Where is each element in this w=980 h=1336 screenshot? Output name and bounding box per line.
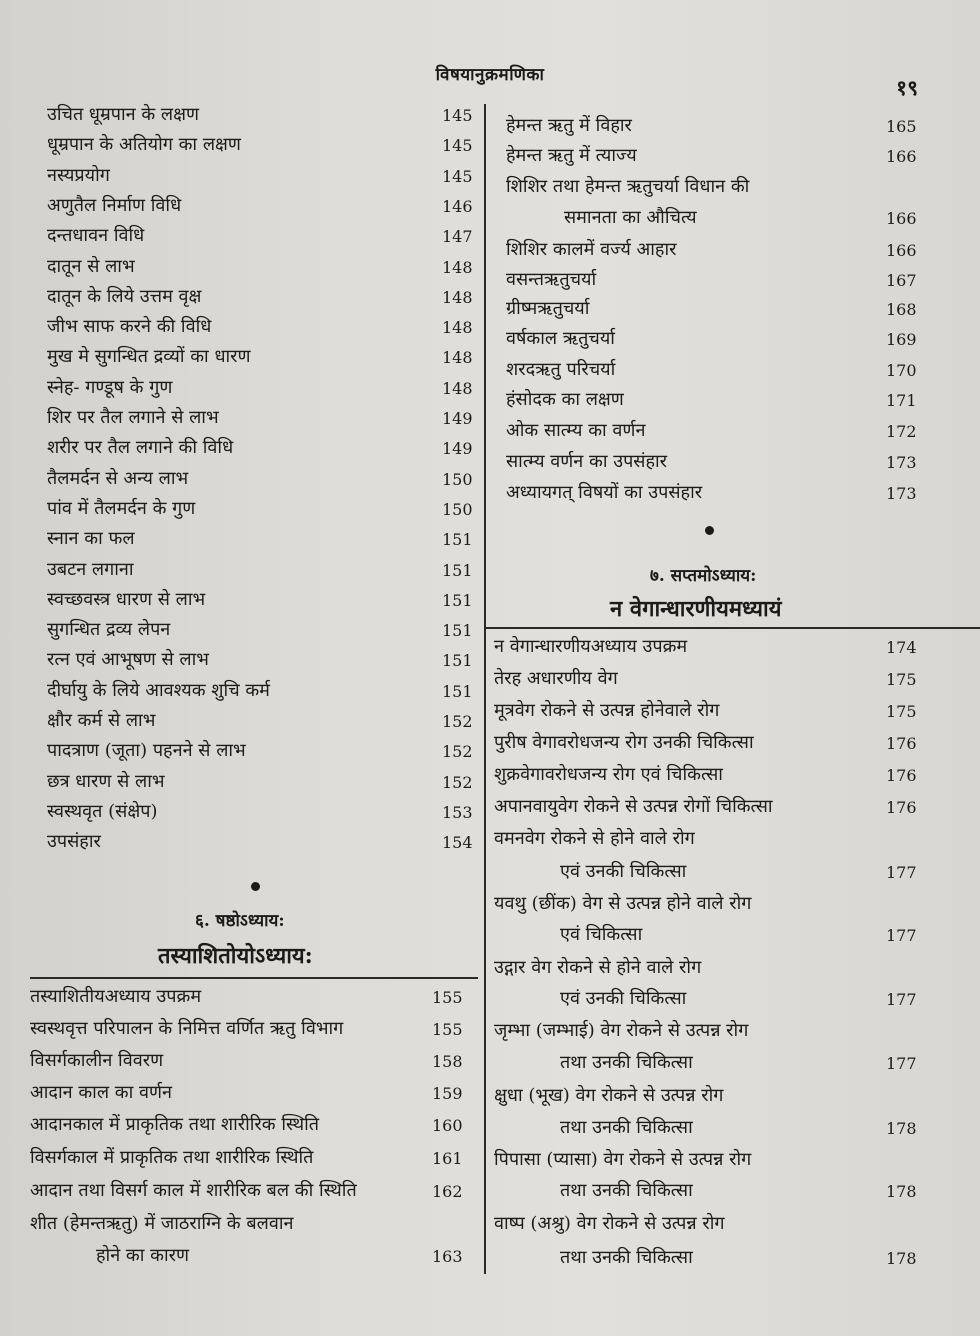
entry-title: क्षुधा (भूख) वेग रोकने से उत्पन्न रोग xyxy=(494,1085,724,1106)
entry-title: शुक्रवेगावरोधजन्य रोग एवं चिकित्सा xyxy=(494,764,723,785)
entry-title: उचित धूम्रपान के लक्षण xyxy=(47,104,200,125)
toc-entry xyxy=(0,1050,980,1080)
entry-title: शीत (हेमन्तऋतु) में जाठराग्नि के बलवान xyxy=(30,1213,294,1234)
entry-title: तस्याशितीयअध्याय उपक्रम xyxy=(30,986,202,1007)
entry-page: 151 xyxy=(442,590,473,610)
entry-title: मूत्रवेग रोकने से उत्पन्न होनेवाले रोग xyxy=(494,700,720,721)
entry-page: 175 xyxy=(886,670,917,689)
toc-entry xyxy=(0,955,980,985)
toc-entry xyxy=(0,762,980,792)
entry-page: 152 xyxy=(442,772,473,792)
page-number: १९ xyxy=(896,75,918,100)
entry-title: दातून के लिये उत्तम वृक्ष xyxy=(47,285,202,307)
entry-title: उद्गार वेग रोकने से होने वाले रोग xyxy=(494,957,702,978)
entry-title: तैलमर्दन से अन्य लाभ xyxy=(47,467,189,489)
entry-title: अणुतैल निर्माण विधि xyxy=(47,194,182,216)
toc-entry xyxy=(0,1211,980,1241)
entry-page: 173 xyxy=(886,484,917,503)
entry-title: मुख मे सुगन्धित द्रव्यों का धारण xyxy=(47,346,251,368)
entry-page: 145 xyxy=(442,136,473,156)
toc-entry xyxy=(0,557,980,587)
toc-entry xyxy=(0,826,980,856)
entry-page: 147 xyxy=(442,227,473,247)
entry-page: 146 xyxy=(442,196,473,216)
entry-title: स्नान का फल xyxy=(47,528,135,550)
toc-entry xyxy=(0,1147,980,1177)
entry-title: स्वच्छवस्त्र धारण से लाभ xyxy=(47,588,206,610)
entry-title: पादत्राण (जूता) पहनने से लाभ xyxy=(47,740,246,762)
entry-page: 176 xyxy=(886,734,917,753)
entry-title: तथा उनकी चिकित्सा xyxy=(560,1117,693,1138)
entry-title: विसर्गकालीन विवरण xyxy=(30,1050,164,1071)
entry-title: हंसोदक का लक्षण xyxy=(506,389,624,410)
entry-title: दन्तधावन विधि xyxy=(47,225,145,247)
toc-entry xyxy=(0,267,980,297)
entry-title: दातून से लाभ xyxy=(47,255,135,277)
entry-title: यवथु (छींक) वेग से उत्पन्न होने वाले रोग xyxy=(494,893,752,914)
entry-page: 177 xyxy=(886,926,917,945)
entry-page: 151 xyxy=(442,530,473,550)
entry-page: 145 xyxy=(442,106,473,125)
toc-entry xyxy=(0,1245,980,1275)
entry-page: 149 xyxy=(442,439,473,459)
chapter-number: ७. सप्तमोऽध्याय: xyxy=(650,566,757,586)
entry-page: 178 xyxy=(886,1249,917,1268)
entry-page: 151 xyxy=(442,651,473,671)
entry-page: 153 xyxy=(442,802,473,822)
entry-title: हेमन्त ऋतु में त्याज्य xyxy=(506,145,637,166)
entry-page: 175 xyxy=(886,702,917,721)
toc-entry xyxy=(0,326,980,356)
entry-title: शिशिर तथा हेमन्त ऋतुचर्या विधान की xyxy=(506,176,750,197)
toc-entry xyxy=(0,174,980,204)
entry-page: 178 xyxy=(886,1182,917,1201)
entry-title: होने का कारण xyxy=(96,1245,190,1266)
entry-title: वर्षकाल ऋतुचर्या xyxy=(506,328,615,349)
entry-title: क्षौर कर्म से लाभ xyxy=(47,710,156,731)
entry-title: शरीर पर तैल लगाने की विधि xyxy=(47,437,234,459)
entry-page: 152 xyxy=(442,712,473,731)
entry-page: 152 xyxy=(442,742,473,762)
toc-entry xyxy=(0,1018,980,1048)
toc-entry xyxy=(0,449,980,479)
entry-title: पुरीष वेगावरोधजन्य रोग उनकी चिकित्सा xyxy=(494,732,754,753)
entry-page: 177 xyxy=(886,1054,917,1073)
entry-page: 149 xyxy=(442,409,473,428)
entry-title: आदान काल का वर्णन xyxy=(30,1082,172,1103)
entry-page: 166 xyxy=(886,209,917,228)
entry-page: 151 xyxy=(442,681,473,701)
entry-page: 166 xyxy=(886,147,917,166)
entry-page: 178 xyxy=(886,1119,917,1138)
entry-title: उबटन लगाना xyxy=(47,558,134,580)
entry-page: 158 xyxy=(432,1052,463,1071)
entry-page: 174 xyxy=(886,638,917,657)
chapter-number: ६. षष्ठोऽध्याय: xyxy=(195,911,285,931)
entry-title: समानता का औचित्य xyxy=(564,207,697,228)
toc-entry xyxy=(0,730,980,760)
section-dot xyxy=(705,526,714,535)
entry-title: जीभ साफ करने की विधि xyxy=(47,316,212,338)
entry-page: 172 xyxy=(886,422,917,441)
toc-entry xyxy=(0,634,980,664)
entry-title: सात्म्य वर्णन का उपसंहार xyxy=(506,451,668,472)
entry-page: 148 xyxy=(442,257,473,277)
entry-title: स्वस्थवृत (संक्षेप) xyxy=(47,800,158,822)
entry-page: 171 xyxy=(886,391,917,410)
entry-title: आदान तथा विसर्ग काल में शारीरिक बल की स्थिति xyxy=(30,1180,357,1201)
entry-page: 160 xyxy=(432,1116,463,1135)
entry-title: वाष्प (अश्रु) वेग रोकने से उत्पन्न रोग xyxy=(494,1213,725,1234)
entry-page: 166 xyxy=(886,241,917,260)
toc-entry xyxy=(0,237,980,267)
entry-title: स्नेह- गण्डूष के गुण xyxy=(47,376,173,398)
entry-title: वमनवेग रोकने से होने वाले रोग xyxy=(494,828,695,849)
entry-page: 170 xyxy=(886,361,917,380)
toc-entry xyxy=(0,480,980,510)
entry-title: तथा उनकी चिकित्सा xyxy=(560,1247,693,1268)
toc-entry xyxy=(0,922,980,952)
entry-page: 177 xyxy=(886,990,917,1009)
running-title: विषयानुक्रमणिका xyxy=(435,65,545,85)
entry-page: 163 xyxy=(432,1247,463,1266)
entry-title: पिपासा (प्यासा) वेग रोकने से उत्पन्न रोग xyxy=(494,1149,752,1170)
entry-title: एवं चिकित्सा xyxy=(560,924,643,945)
entry-page: 148 xyxy=(442,318,473,338)
entry-page: 173 xyxy=(886,453,917,472)
chapter-title: तस्याशितोयोऽध्याय: xyxy=(158,943,313,969)
entry-title: एवं उनकी चिकित्सा xyxy=(560,988,687,1009)
entry-page: 168 xyxy=(886,300,917,319)
entry-title: शिर पर तैल लगाने से लाभ xyxy=(47,407,219,428)
toc-entry xyxy=(0,296,980,326)
entry-title: न वेगान्धारणीयअध्याय उपक्रम xyxy=(494,636,688,657)
toc-entry xyxy=(0,698,980,728)
toc-entry xyxy=(0,859,980,889)
entry-title: हेमन्त ऋतु में विहार xyxy=(506,115,632,136)
toc-entry xyxy=(0,387,980,417)
entry-title: वसन्तऋतुचर्या xyxy=(506,269,597,290)
chapter-title: न वेगान्धारणीयमध्यायं xyxy=(610,596,782,622)
entry-page: 176 xyxy=(886,766,917,785)
entry-title: धूम्रपान के अतियोग का लक्षण xyxy=(47,134,241,156)
entry-title: एवं उनकी चिकित्सा xyxy=(560,861,687,882)
entry-page: 155 xyxy=(432,988,463,1007)
entry-page: 155 xyxy=(432,1020,463,1039)
entry-title: रत्न एवं आभूषण से लाभ xyxy=(47,649,209,671)
toc-entry xyxy=(0,205,980,235)
entry-page: 169 xyxy=(886,330,917,349)
entry-title: छत्र धारण से लाभ xyxy=(47,770,165,792)
toc-entry xyxy=(0,113,980,143)
entry-page: 148 xyxy=(442,348,473,368)
entry-title: सुगन्धित द्रव्य लेपन xyxy=(47,619,171,641)
toc-entry xyxy=(0,418,980,448)
entry-page: 150 xyxy=(442,469,473,489)
entry-page: 167 xyxy=(886,271,917,290)
entry-title: स्वस्थवृत्त परिपालन के निमित्त वर्णित ऋतु विभाग xyxy=(30,1018,344,1039)
chapter-rule xyxy=(486,627,980,629)
toc-entry xyxy=(0,1115,980,1145)
toc-entry xyxy=(0,1178,980,1208)
toc-entry xyxy=(0,666,980,696)
toc-entry xyxy=(0,794,980,824)
entry-page: 150 xyxy=(442,499,473,519)
entry-page: 177 xyxy=(886,863,917,882)
entry-title: जृम्भा (जम्भाई) वेग रोकने से उत्पन्न रोग xyxy=(494,1020,749,1041)
entry-page: 145 xyxy=(442,166,473,186)
toc-entry xyxy=(0,526,980,556)
entry-title: दीर्घायु के लिये आवश्यक शुचि कर्म xyxy=(47,679,270,701)
entry-page: 151 xyxy=(442,621,473,641)
entry-title: अध्यायगत् विषयों का उपसंहार xyxy=(506,482,703,503)
entry-title: नस्यप्रयोग xyxy=(47,164,110,186)
entry-title: अपानवायुवेग रोकने से उत्पन्न रोगों चिकित्सा xyxy=(494,796,773,817)
entry-page: 161 xyxy=(432,1149,463,1168)
entry-page: 159 xyxy=(432,1084,463,1103)
entry-title: आदानकाल में प्राकृतिक तथा शारीरिक स्थिति xyxy=(30,1114,320,1135)
entry-title: पांव में तैलमर्दन के गुण xyxy=(47,497,196,519)
toc-entry xyxy=(0,357,980,387)
toc-entry xyxy=(0,587,980,617)
entry-title: ओक सात्म्य का वर्णन xyxy=(506,420,646,441)
entry-title: तेरह अधारणीय वेग xyxy=(494,668,618,689)
entry-page: 148 xyxy=(442,378,473,398)
entry-title: ग्रीष्मऋतुचर्या xyxy=(506,298,590,319)
entry-title: शिशिर कालमें वर्ज्य आहार xyxy=(506,239,677,260)
entry-title: उपसंहार xyxy=(47,831,101,853)
entry-page: 154 xyxy=(442,833,473,853)
toc-entry xyxy=(0,1083,980,1113)
entry-page: 176 xyxy=(886,798,917,817)
entry-page: 165 xyxy=(886,117,917,136)
entry-title: तथा उनकी चिकित्सा xyxy=(560,1052,693,1073)
entry-title: विसर्गकाल में प्राकृतिक तथा शारीरिक स्थिति xyxy=(30,1147,314,1168)
entry-page: 151 xyxy=(442,560,473,580)
toc-entry xyxy=(0,986,980,1016)
toc-entry xyxy=(0,891,980,921)
entry-page: 162 xyxy=(432,1182,463,1201)
entry-page: 148 xyxy=(442,287,473,307)
toc-entry xyxy=(0,143,980,173)
entry-title: तथा उनकी चिकित्सा xyxy=(560,1180,693,1201)
entry-title: शरदऋतु परिचर्या xyxy=(506,359,616,380)
